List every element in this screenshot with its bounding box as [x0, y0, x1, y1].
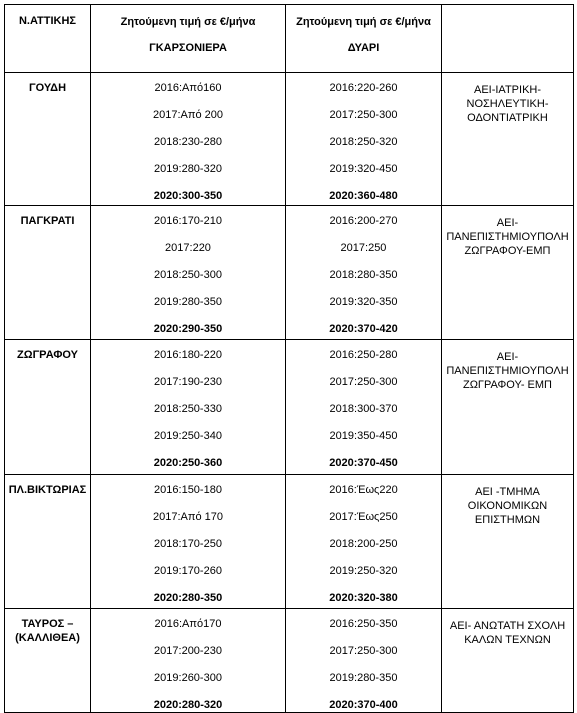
studio-price-line: 2017:190-230: [154, 376, 222, 388]
area-name-cell: ΠΛ.ΒΙΚΤΩΡΙΑΣ: [5, 475, 91, 609]
apartment-price-line: 2016:250-350: [329, 618, 398, 630]
apartment-price-line-current: 2020:360-480: [329, 190, 398, 202]
apartment-price-line: 2018:250-320: [329, 136, 398, 148]
header-apartment-type-label: ΔΥΑΡΙ: [347, 42, 380, 54]
university-cell: ΑΕΙ -ΤΜΗΜΑ ΟΙΚΟΝΟΜΙΚΩΝ ΕΠΙΣΤΗΜΩΝ: [442, 475, 574, 609]
apartment-price-line: 2016:200-270: [329, 215, 398, 227]
studio-price-line-current: 2020:290-350: [153, 323, 223, 335]
table-row: [5, 475, 574, 609]
studio-price-line: 2016:170-210: [154, 215, 222, 227]
studio-prices-cell: [91, 206, 286, 340]
apartment-price-line: 2018:200-250: [329, 538, 398, 550]
area-name-cell: ΓΟΥΔΗ: [5, 73, 91, 206]
apartment-price-line-current: 2020:320-380: [329, 592, 398, 604]
table-row: [5, 206, 574, 340]
apartment-price-line: 2016:220-260: [329, 82, 398, 94]
apartment-prices-cell: [286, 340, 442, 475]
apartment-price-line: 2016:Έως220: [329, 484, 398, 496]
apartment-price-line: 2018:280-350: [329, 269, 398, 281]
studio-price-line: 2017:Από 200: [153, 109, 223, 121]
apartment-price-line: 2019:280-350: [329, 672, 398, 684]
apartment-price-line: 2018:300-370: [329, 403, 398, 415]
apartment-price-line-current: 2020:370-420: [329, 323, 398, 335]
studio-price-line: 2017:200-230: [154, 645, 222, 657]
studio-price-line-current: 2020:300-350: [153, 190, 223, 202]
studio-price-line: 2018:170-250: [154, 538, 222, 550]
apartment-prices-cell: [286, 73, 442, 206]
apartment-price-line: 2019:320-350: [329, 296, 398, 308]
studio-price-line: 2016:180-220: [154, 349, 222, 361]
studio-price-line-current: 2020:280-320: [153, 699, 223, 711]
apartment-prices-cell: [286, 206, 442, 340]
header-area-cell: Ν.ΑΤΤΙΚΗΣ: [5, 5, 91, 73]
apartment-price-line: 2017:250-300: [329, 645, 398, 657]
apartment-price-line: 2016:250-280: [329, 349, 398, 361]
apartment-price-line: 2017:250: [340, 242, 387, 254]
apartment-price-line-current: 2020:370-400: [329, 699, 398, 711]
apartment-price-line: 2017:Έως250: [329, 511, 398, 523]
header-studio-cell: [91, 5, 286, 73]
studio-prices-cell: [91, 73, 286, 206]
apartment-price-line: 2019:250-320: [329, 565, 398, 577]
apartment-prices-cell: [286, 475, 442, 609]
university-cell: ΑΕΙ- ΑΝΩΤΑΤΗ ΣΧΟΛΗ ΚΑΛΩΝ ΤΕΧΝΩΝ: [442, 609, 574, 713]
apartment-prices-cell: [286, 609, 442, 713]
studio-prices-cell: [91, 475, 286, 609]
studio-prices-cell: [91, 340, 286, 475]
university-cell: ΑΕΙ-ΙΑΤΡΙΚΗ- ΝΟΣΗΛΕΥΤΙΚΗ- ΟΔΟΝΤΙΑΤΡΙΚΗ: [442, 73, 574, 206]
studio-prices-cell: [91, 609, 286, 713]
studio-price-line: 2019:280-320: [154, 163, 222, 175]
apartment-price-line-current: 2020:370-450: [329, 457, 398, 469]
header-university-cell: [442, 5, 574, 73]
header-apartment-price-label: Ζητούμενη τιμή σε €/μήνα: [296, 16, 431, 28]
apartment-price-line: 2017:250-300: [329, 109, 398, 121]
university-cell: ΑΕΙ- ΠΑΝΕΠΙΣΤΗΜΙΟΥΠΟΛΗ ΖΩΓΡΑΦΟΥ- ΕΜΠ: [442, 340, 574, 475]
studio-price-line: 2018:250-330: [154, 403, 222, 415]
studio-price-line: 2017:220: [165, 242, 211, 254]
header-studio-price-label: Ζητούμενη τιμή σε €/μήνα: [120, 16, 256, 28]
studio-price-line: 2018:230-280: [154, 136, 222, 148]
apartment-price-line: 2019:350-450: [329, 430, 398, 442]
studio-price-line: 2016:Από160: [154, 82, 222, 94]
area-name-cell: ΤΑΥΡΟΣ – (ΚΑΛΛΙΘΕΑ): [5, 609, 91, 713]
university-cell: ΑΕΙ- ΠΑΝΕΠΙΣΤΗΜΙΟΥΠΟΛΗ ΖΩΓΡΑΦΟΥ-ΕΜΠ: [442, 206, 574, 340]
studio-price-line: 2016:Από170: [154, 618, 222, 630]
header-studio-type-label: ΓΚΑΡΣΟΝΙΕΡΑ: [149, 42, 227, 54]
studio-price-line: 2018:250-300: [154, 269, 222, 281]
studio-price-line: 2019:250-340: [154, 430, 222, 442]
studio-price-line: 2019:280-350: [154, 296, 222, 308]
header-row: [5, 5, 574, 73]
studio-price-line: 2019:170-260: [154, 565, 222, 577]
area-name-cell: ΠΑΓΚΡΑΤΙ: [5, 206, 91, 340]
studio-price-line-current: 2020:250-360: [153, 457, 223, 469]
studio-price-line-current: 2020:280-350: [153, 592, 223, 604]
area-name-cell: ΖΩΓΡΑΦΟΥ: [5, 340, 91, 475]
rent-price-table: [4, 4, 574, 713]
studio-price-line: 2016:150-180: [154, 484, 222, 496]
rent-table-wrapper: [4, 4, 574, 713]
studio-price-line: 2019:260-300: [154, 672, 222, 684]
table-row: [5, 340, 574, 475]
table-row: [5, 609, 574, 713]
apartment-price-line: 2017:250-300: [329, 376, 398, 388]
header-apartment-cell: [286, 5, 442, 73]
table-row: [5, 73, 574, 206]
studio-price-line: 2017:Από 170: [153, 511, 223, 523]
apartment-price-line: 2019:320-450: [329, 163, 398, 175]
